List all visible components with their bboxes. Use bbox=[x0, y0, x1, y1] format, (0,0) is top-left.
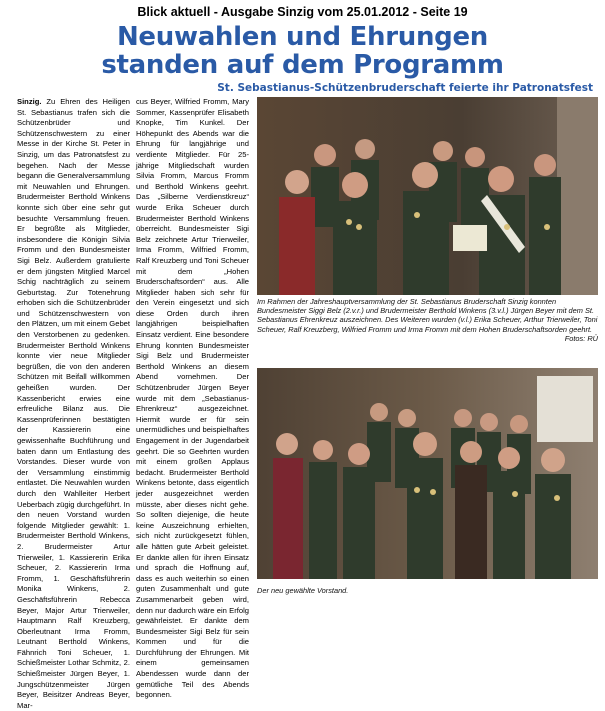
new-board-photo bbox=[257, 368, 598, 579]
photo-2-caption: Der neu gewählte Vorstand. bbox=[257, 586, 349, 595]
award-ceremony-photo bbox=[257, 97, 598, 295]
headline bbox=[0, 23, 605, 79]
photo-credit: Fotos: RÜ bbox=[564, 333, 598, 343]
photo-1-caption-text: Im Rahmen der Jahreshauptversammlung der St. Sebastianus Bruderschaft Sinzig konnten Bundesmeister Siggi Belz (2.v.r.) und Brudermeister Berthold Winkens (3.v.l.) Jürgen Beyer mit dem St. Sebastianus Ehrenkreuz auszeichnen. Des Weiteren wurden (v.l.) Erika Scheuer, Arthur Trierweiler, Toni Scheuer, Ralf Kreuzberg, Wilfried Fromm und Irma Fromm mit dem Hohen Bruderschaftsorden geehrt. bbox=[257, 297, 598, 334]
photo-1-caption bbox=[257, 297, 598, 343]
headline-line-2: standen auf dem Programm bbox=[101, 50, 504, 80]
dateline: Sinzig. bbox=[17, 97, 42, 106]
article-column-1 bbox=[17, 97, 130, 710]
page-header: Blick aktuell - Ausgabe Sinzig vom 25.01.2012 - Seite 19 bbox=[137, 5, 468, 19]
subheadline: St. Sebastianus-Schützenbruderschaft feierte ihr Patronatsfest bbox=[217, 82, 593, 94]
headline-line-1: Neuwahlen und Ehrungen bbox=[116, 22, 489, 52]
column-1-text: Zu Ehren des Heiligen St. Sebastianus trafen sich die Schützenbrüder und Schützenschwestern zu einer Messe in der Kirche St. Peter in Sinzig, um das Patronatsfest zu begehen. Nach der Messe begann die Generalversammlung mit Neuwahlen und Ehrungen. Brudermeister Berthold Winkens konnte sich über eine sehr gut besuchte Versammlung freuen. Er begrüßte als Mitglieder, insbesondere die Königin Silvia Fromm und den Bundesmeister Sigi Belz. Außerdem gratulierte er dem jüngsten Mitglied Marcel Schig nachträglich zu seinem Geburtstag. Zur Totenehrung erhoben sich die Schützenbrüder und Schützenschwestern von den Plätzen, um mit einem Gebet den Verstorbenen zu gedenken. Brudermeister Berthold Winkens konnte vier neue Mitglieder begrüßen, die von den anderen Schützen mit Beifall willkommen geheißen wurden. Der Kassenbericht erwies eine erfreuliche Bilanz aus. Die Kassenprüferinnen bestätigten der Kassiererin eine gewissenhafte Buchführung und baten dann um Entlastung des Vorstandes. Dieser wurde von der Versammlung einstimmig entlastet. Die Neuwahlen wurden durch den Wahlleiter Herbert Ueberbach zügig durchgeführt. In den neuen Vorstand wurden folgende Mitglieder gewählt: 1. Brudermeister Berthold Winkens, 2. Brudermeister Artur Trierweiler, 1. Kassiererin Erika Scheuer, 2. Kassiererin Irma Fromm, 1. Geschäftsführerin Monika Winkens, 2. Geschäftsführerin Rebecca Beyer, Major Artur Trierweiler, Hauptmann Ralf Kreuzberg, Oberleutnant Irma Fromm, Leutnant Berthold Winkens, Fähnrich Toni Scheuer, 1. Schießmeister Lothar Schmitz, 2. Schießmeister Jürgen Beyer, 1. Jungschützenmeister Jürgen Beyer, Beisitzer Andreas Beyer, Mar- bbox=[17, 97, 130, 710]
column-2-text: cus Beyer, Wilfried Fromm, Mary Sommer, Kassenprüfer Elisabeth Knopke, Tim Kunkel. Der Höhepunkt des Abends war die Ehrung für langjährige und verdiente Mitglieder. Für 25-jährige Mitgliedschaft wurden Silvia Fromm, Marcus Fromm und Berthold Winkens geehrt. Das „Silberne Verdienstkreuz“ wurde Erika Scheuer durch Brudermeister Berthold Winkens überreicht. Bundesmeister Sigi Belz zeichnete Artur Trierweiler, Irma Fromm, Wilfried Fromm, Ralf Kreuzberg und Toni Scheuer mit dem „Hohen Bruderschaftsorden“ aus. Alle Mitglieder haben sich sehr für den Verein eingesetzt und sich diese Orden durch ihren langjährigen beispielhaften Einsatz verdient. Eine besondere Ehrung konnten Bundesmeister Sigi Belz und Brudermeister Berthold Winkens an diesem Abend vornehmen. Der Schützenbruder Jürgen Beyer wurde mit dem „Sebastianus-Ehrenkreuz“ ausgezeichnet. Hiermit wurde er für sein unermüdliches und beispielhaftes Engagement in der Jugendarbeit geehrt. Die so Geehrten wurden mit einem großen Applaus bedacht. Brudermeister Berthold Winkens betonte, dass eigentlich jeder ausgezeichnet werden müsste, aber dieses nicht gehe. So sollten diejenige, die heute keine Auszeichnung erhielten, sich nicht zurückgesetzt fühlen, alle hätten gute Arbeit geleistet. Er dankte allen für ihren Einsatz und sprach die Hoffnung auf, dass es auch weiterhin so einen guten Zusammenhalt und gute Zusammenarbeit geben wird, denn nur dadurch wäre ein Erfolg gewährleistet. Er dankte dem Bundesmeister Sigi Belz für sein Kommen und für die Durchführung der Ehrungen. Mit einem gemeinsamen Abendessen wurde dann der gemütliche Teil des Abends begonnen. bbox=[136, 97, 249, 700]
article-column-2 bbox=[136, 97, 249, 700]
